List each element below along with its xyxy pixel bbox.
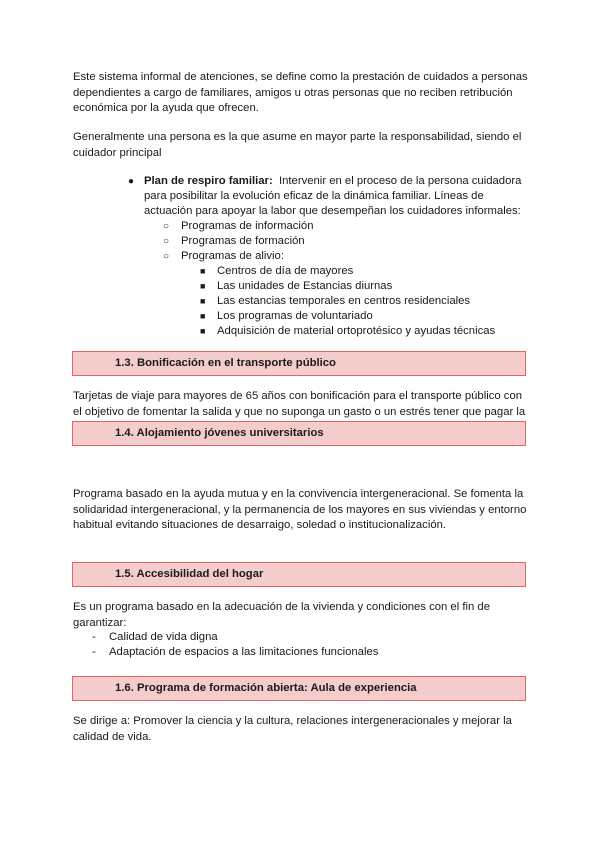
section-1-5-text: Es un programa basado en la adecuación de la vivienda y condiciones con el fin de garantizar: [73, 601, 491, 629]
program-item: Programas de formación [181, 235, 305, 247]
program-item: Programas de alivio: [181, 250, 284, 262]
bullet-level3: ■ [200, 311, 206, 321]
bullet-level2: ○ [163, 236, 170, 247]
intro-paragraph-1: Este sistema informal de atenciones, se define como la prestación de cuidados a personas dependientes a cargo de familiares, amigos u otras personas que no reciben retribución económica por la ayuda que ofrecen. [73, 71, 528, 115]
alivio-item: Adquisición de material ortoprotésico y ayudas técnicas [217, 325, 496, 337]
respiro-title: Plan de respiro familiar: [144, 175, 273, 187]
section-1-4-text: Programa basado en la ayuda mutua y en la convivencia intergeneracional. Se fomenta la solidaridad intergeneracional, y la permanencia de los mayores en sus viviendas y entorno habitual evitando situaciones de desarraigo, soledad o institucionalización. [73, 488, 527, 532]
bullet-level2: ○ [163, 251, 170, 262]
dash-bullet: - [92, 631, 96, 643]
respiro-line-2: para posibilitar la evolución eficaz de la dinámica familiar. Líneas de [144, 190, 484, 202]
alivio-item: Centros de día de mayores [217, 265, 354, 277]
respiro-line-3: actuación para apoyar la labor que desempeñan los cuidadores informales: [144, 205, 521, 217]
respiro-first-line [144, 174, 521, 189]
bullet-level3: ■ [200, 296, 206, 306]
alivio-item: Los programas de voluntariado [217, 310, 373, 322]
respiro-line-1: Intervenir en el proceso de la persona cuidadora [278, 175, 522, 187]
section-heading-1-3: 1.3. Bonificación en el transporte público [72, 351, 526, 376]
section-1-3-text: Tarjetas de viaje para mayores de 65 años con bonificación para el transporte público con el objetivo de fomentar la salida y que no suponga un gasto o un estrés tener que pagar la [73, 390, 526, 418]
accesibilidad-item: Calidad de vida digna [109, 631, 218, 643]
alivio-item: Las estancias temporales en centros residenciales [217, 295, 471, 307]
bullet-level3: ■ [200, 266, 206, 276]
bullet-level3: ■ [200, 281, 206, 291]
section-1-6-text: Se dirige a: Promover la ciencia y la cultura, relaciones intergeneracionales y mejorar la calidad de vida. [73, 715, 512, 743]
section-heading-1-4: 1.4. Alojamiento jóvenes universitarios [72, 421, 526, 446]
program-item: Programas de información [181, 220, 314, 232]
bullet-level1: ● [128, 176, 135, 187]
bullet-level3: ■ [200, 326, 206, 336]
dash-bullet: - [92, 646, 96, 658]
alivio-item: Las unidades de Estancias diurnas [217, 280, 393, 292]
bullet-level2: ○ [163, 221, 170, 232]
section-heading-1-6: 1.6. Programa de formación abierta: Aula de experiencia [72, 676, 526, 701]
intro-paragraph-2: Generalmente una persona es la que asume en mayor parte la responsabilidad, siendo el cuidador principal [73, 131, 522, 159]
accesibilidad-item: Adaptación de espacios a las limitaciones funcionales [109, 646, 379, 658]
section-heading-1-5: 1.5. Accesibilidad del hogar [72, 562, 526, 587]
